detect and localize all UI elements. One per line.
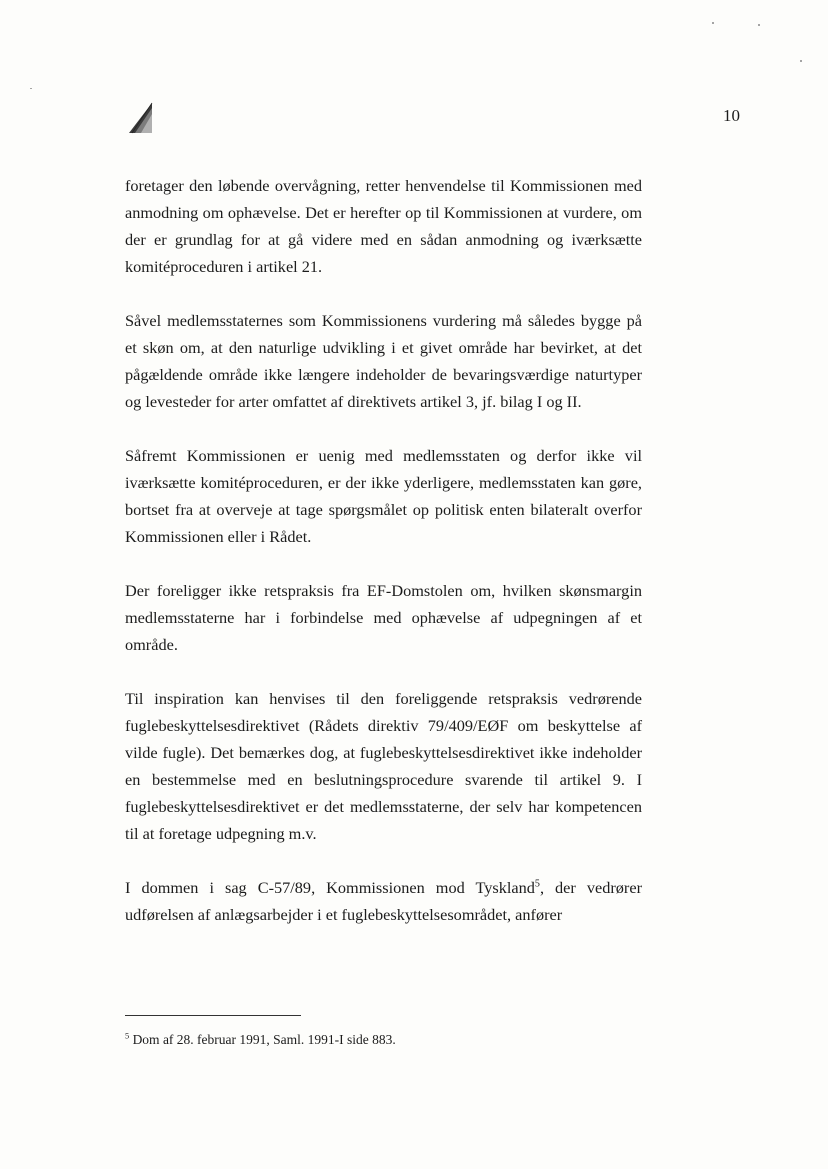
page-number: 10: [723, 106, 740, 125]
footnote-reference: 5: [534, 878, 540, 890]
paragraph: Der foreligger ikke retspraksis fra EF-Domstolen om, hvilken skønsmargin medlemsstaterne har i forbindelse med ophævelse af udpegningen af et område.: [125, 581, 642, 654]
paragraph: Til inspiration kan henvises til den foreliggende retspraksis vedrørende fuglebeskyttelsesdirektivet (Rådets direktiv 79/409/EØF om beskyttelse af vilde fugle). Det bemærkes dog, at fuglebeskyttelsesdirektivet ikke indeholder en bestemmelse med en beslutningsprocedure svarende til artikel 9. I fuglebeskyttelsesdirektivet er det medlemsstaterne, der selv har kompetencen til at foretage udpegning m.v.: [125, 689, 642, 843]
scan-speck: [30, 88, 32, 89]
footnote-text: Dom af 28. februar 1991, Saml. 1991-I side 883.: [129, 1032, 396, 1047]
paragraph: Såfremt Kommissionen er uenig med medlemsstaten og derfor ikke vil iværksætte komitéproceduren, er der ikke yderligere, medlemsstaten kan gøre, bortset fra at overveje at tage spørgsmålet op politisk enten bilateralt overfor Kommissionen eller i Rådet.: [125, 446, 642, 546]
paragraph: Såvel medlemsstaternes som Kommissionens vurdering må således bygge på et skøn om, at den naturlige udvikling i et givet område har bevirket, at det pågældende område ikke længere indeholder de bevaringsværdige naturtyper og levesteder for arter omfattet af direktivets artikel 3, jf. bilag I og II.: [125, 311, 642, 411]
paragraph-text-before-ref: I dommen i sag C-57/89, Kommissionen mod Tyskland: [125, 878, 535, 897]
paragraph: [125, 874, 642, 928]
footnote-divider: [125, 1015, 301, 1016]
triangle-logo-icon: [128, 102, 154, 134]
footnote-marker: 5: [125, 1031, 130, 1041]
scan-speck: [758, 24, 760, 26]
body-text: [125, 172, 642, 928]
paragraph: foretager den løbende overvågning, retter henvendelse til Kommissionen med anmodning om ophævelse. Det er herefter op til Kommissionen at vurdere, om der er grundlag for at gå videre med en sådan anmodning og iværksætte komitéproceduren i artikel 21.: [125, 176, 642, 276]
scan-speck: [800, 60, 802, 62]
scan-speck: [712, 22, 714, 24]
paragraph-text-after-ref: , der vedrører udførelsen af anlægsarbejder i et fuglebeskyttelsesområdet, anfører: [125, 878, 642, 924]
footnote: [125, 1031, 642, 1049]
